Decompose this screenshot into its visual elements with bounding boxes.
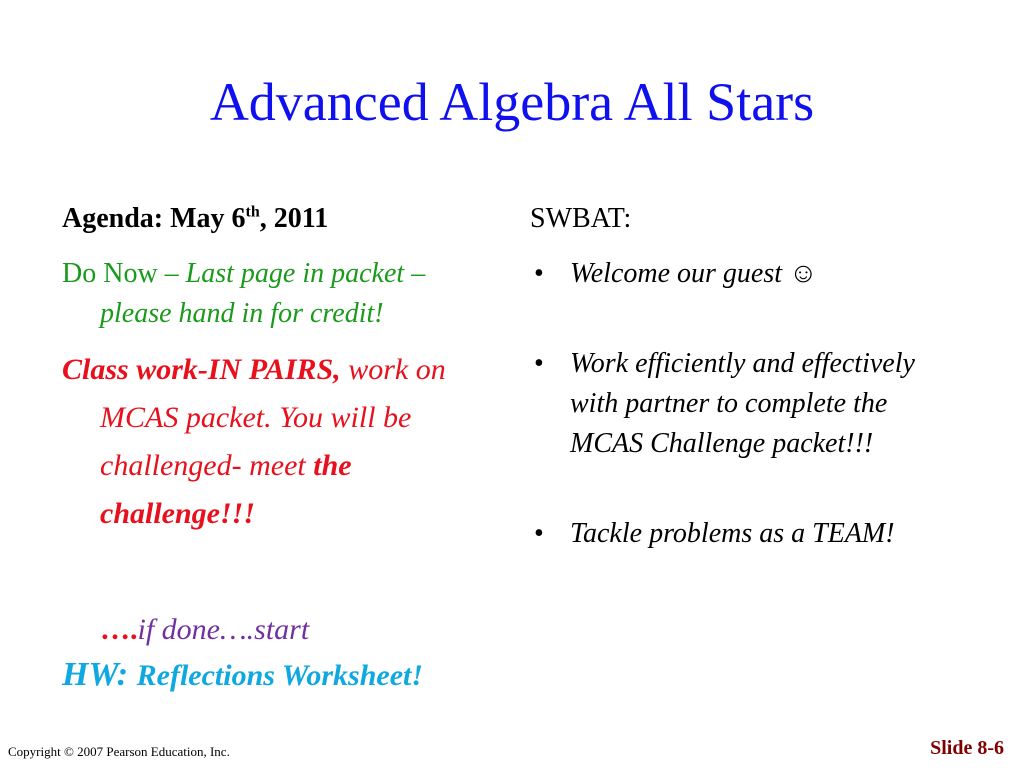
list-item	[530, 344, 950, 464]
slide-title: Advanced Algebra All Stars	[209, 72, 815, 132]
class-work-label: Class work-IN PAIRS,	[62, 353, 341, 386]
homework-text: Reflections Worksheet!	[136, 659, 424, 692]
do-now-label: Do Now –	[62, 258, 186, 289]
homework-label: HW:	[62, 656, 137, 693]
do-now-text: Last page in packet – please hand in for credit!	[100, 258, 426, 329]
if-done-text: if done….start	[137, 613, 310, 646]
bullet-icon: •	[534, 348, 544, 379]
swbat-column	[530, 200, 950, 554]
copyright-footer: Copyright © 2007 Pearson Education, Inc.	[8, 744, 230, 759]
bullet-text: Work efficiently and effectively with partner to complete the MCAS Challenge packet!!!	[570, 348, 915, 459]
agenda-date-prefix: Agenda: May 6	[62, 203, 246, 234]
slide-number: Slide 8-6	[930, 737, 1004, 759]
class-work-emphasis: the challenge!!!	[100, 449, 352, 530]
homework-item	[62, 654, 492, 697]
bullet-icon: •	[534, 518, 544, 549]
swbat-list	[530, 254, 950, 554]
if-done-item	[62, 610, 492, 650]
agenda-date-suffix: , 2011	[259, 203, 329, 234]
agenda-heading	[62, 200, 492, 238]
class-work-item	[62, 346, 492, 538]
bullet-icon: •	[534, 258, 544, 289]
do-now-item	[62, 254, 492, 334]
bullet-text: Welcome our guest ☺	[570, 258, 818, 289]
swbat-heading: SWBAT:	[530, 203, 632, 234]
bullet-text: Tackle problems as a TEAM!	[570, 518, 895, 549]
if-done-dots: ….	[100, 613, 138, 646]
agenda-column	[62, 200, 492, 697]
agenda-date-ordinal: th	[245, 203, 260, 221]
class-work-text: work on MCAS packet. You will be challenged- meet	[100, 353, 446, 482]
list-item	[530, 254, 950, 294]
list-item	[530, 514, 950, 554]
